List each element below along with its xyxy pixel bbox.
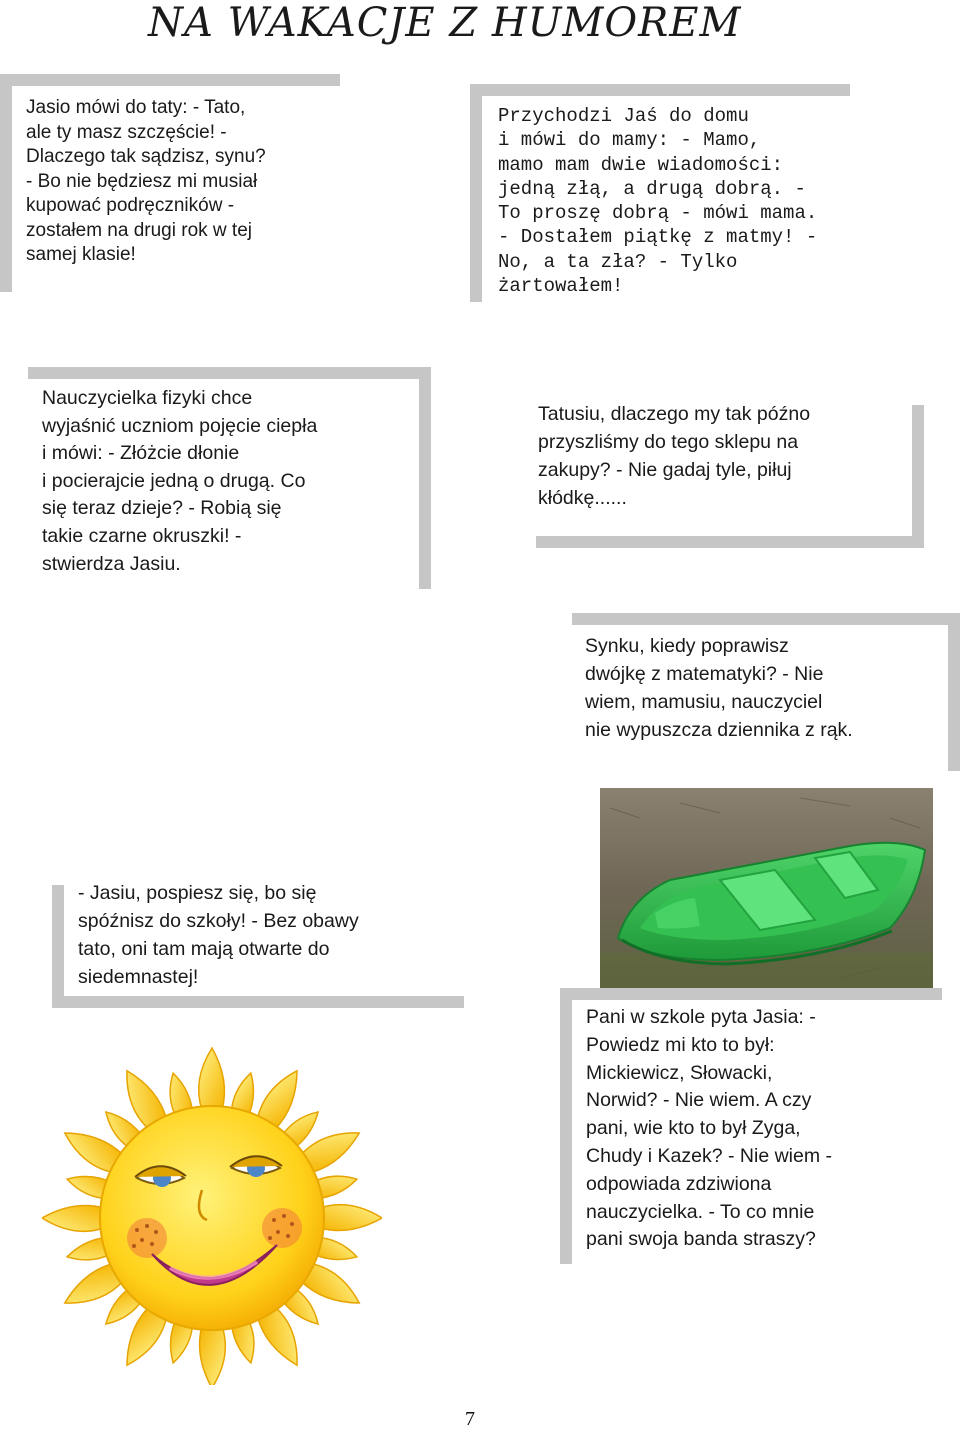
joke-text-4: Tatusiu, dlaczego my tak późno przyszliśmy do tego sklepu na zakupy? - Nie gadaj tyle, piłuj kłódkę......	[538, 403, 811, 509]
sun-icon	[42, 1040, 382, 1385]
boat-photo	[600, 788, 933, 995]
smiling-sun-illustration	[42, 1040, 382, 1385]
green-rowboat-image	[600, 788, 933, 995]
joke-text-5: Synku, kiedy poprawisz dwójkę z matematyki? - Nie wiem, mamusiu, nauczyciel nie wypuszcza dziennika z rąk.	[585, 635, 853, 741]
joke-text-3: Nauczycielka fizyki chce wyjaśnić uczniom pojęcie ciepła i mówi: - Złóżcie dłonie i pocierajcie jedną o drugą. Co się teraz dzieje? - Robią się takie czarne okruszki! - stwierdza Jasiu.	[42, 387, 318, 575]
joke-text-6: - Jasiu, pospiesz się, bo się spóźnisz do szkoły! - Bez obawy tato, oni tam mają otwarte do siedemnastej!	[78, 882, 359, 988]
page-number: 7	[465, 1408, 475, 1430]
joke-text-7: Pani w szkole pyta Jasia: - Powiedz mi kto to był: Mickiewicz, Słowacki, Norwid? - Nie wiem. A czy pani, wie kto to był Zyga, Chudy i Kazek? - Nie wiem - odpowiada zdziwiona nauczycielka. - To co mnie pani swoja banda straszy?	[586, 1006, 832, 1251]
joke-text-2: Przychodzi Jaś do domu i mówi do mamy: - Mamo, mamo mam dwie wiadomości: jedną złą, a drugą dobrą. - To proszę dobrą - mówi mama. - Dostałem piątkę z matmy! - No, a ta zła? - Tylko żartowałem!	[498, 105, 818, 298]
joke-text-1: Jasio mówi do taty: - Tato, ale ty masz szczęście! - Dlaczego tak sądzisz, synu? - Bo nie będziesz mi musiał kupować podręczników - zostałem na drugi rok w tej samej klasie!	[26, 97, 266, 265]
page-title: NA WAKACJE Z HUMOREM	[148, 0, 742, 46]
